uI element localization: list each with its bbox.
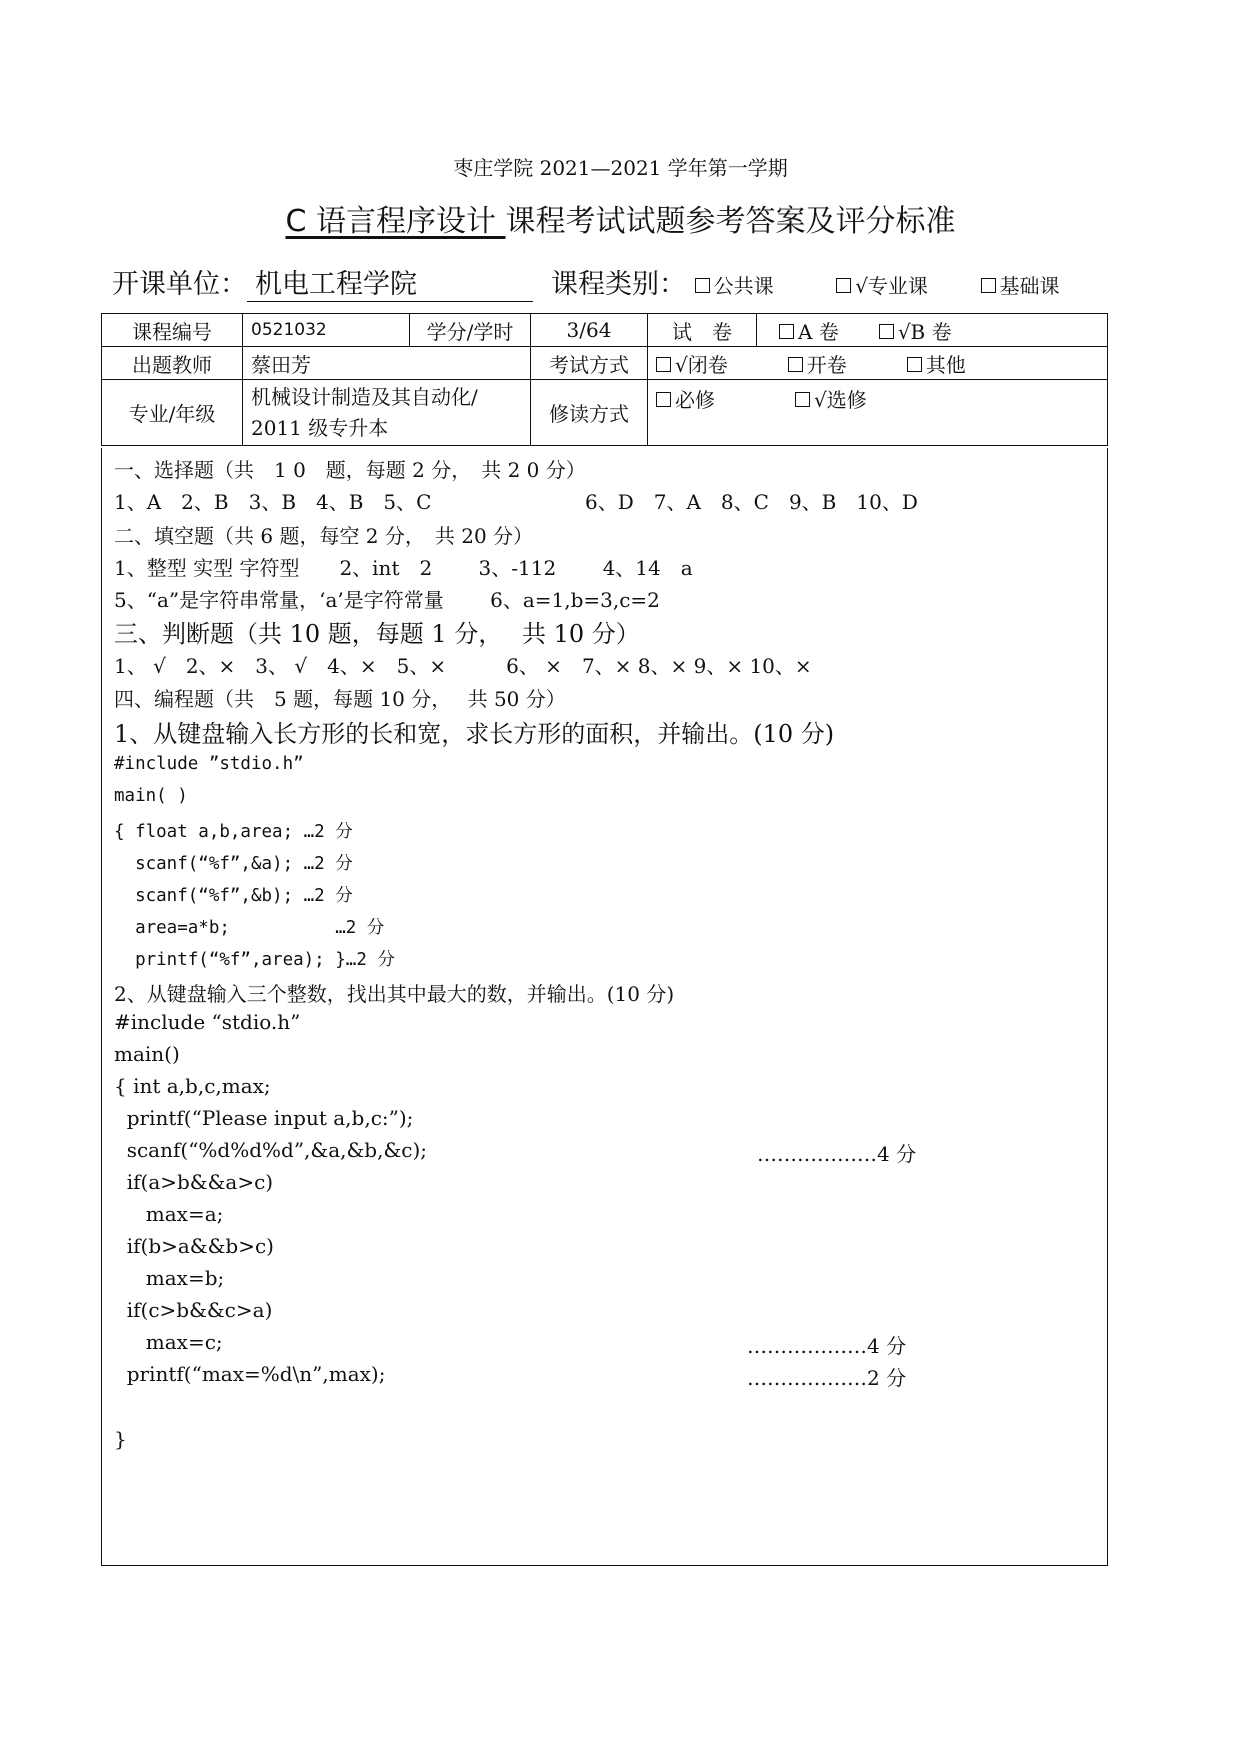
q2-points: ………………2 分 (747, 1366, 907, 1390)
q1-code-line: { float a,b,area; …2 分 (114, 822, 353, 842)
section2-line2: 5、“a”是字符串常量，‘a’是字符常量 6、a=1,b=3,c=2 (114, 588, 660, 612)
table-row (102, 314, 1108, 347)
page-title (0, 196, 1241, 240)
q2-code-line: if(b>a&&b>c) (114, 1234, 274, 1258)
category-major: √专业课 (836, 274, 928, 298)
q2-code-line: max=a; (114, 1202, 224, 1226)
checkbox-icon (695, 278, 710, 293)
section1-title: 一、选择题（共 1 0 题，每题 2 分， 共 2 0 分） (114, 458, 586, 482)
q2-points: ………………4 分 (747, 1334, 907, 1358)
q1-title: 1、从键盘输入长方形的长和宽，求长方形的面积，并输出。(10 分) (114, 720, 835, 748)
q2-code-line: printf(“Please input a,b,c:”); (114, 1106, 414, 1130)
q2-code-line: if(a>b&&a>c) (114, 1170, 274, 1194)
checkbox-icon (836, 278, 851, 293)
title-course: C 语言程序设计 (285, 204, 496, 239)
teacher-label: 出题教师 (102, 347, 243, 380)
q2-points: ………………4 分 (757, 1142, 917, 1166)
paper-options: A 卷 √B 卷 (757, 314, 1108, 347)
q1-code-line: main( ) (114, 786, 188, 806)
q1-code-line: scanf(“%f”,&a); …2 分 (114, 854, 353, 874)
q2-code-line: #include “stdio.h” (114, 1010, 301, 1034)
table-row (102, 347, 1108, 380)
checkbox-icon (656, 392, 671, 407)
major-label: 专业/年级 (102, 380, 243, 446)
checkbox-icon (779, 324, 794, 339)
exam-mode-options: √闭卷 开卷 其他 (648, 347, 1108, 380)
unit-label: 开课单位： (112, 269, 247, 300)
title-underline-gap (496, 204, 506, 239)
checkbox-icon (788, 357, 803, 372)
q1-code-line: area=a*b; …2 分 (114, 918, 385, 938)
checkbox-icon (879, 324, 894, 339)
q2-code-line: max=b; (114, 1266, 225, 1290)
q2-code-line: } (114, 1427, 127, 1451)
study-mode-label: 修读方式 (531, 380, 648, 446)
q1-code-line: printf(“%f”,area); }…2 分 (114, 950, 395, 970)
q2-code-line: scanf(“%d%d%d”,&a,&b,&c); (114, 1138, 428, 1162)
exam-term: 枣庄学院 2021—2021 学年第一学期 (453, 156, 788, 180)
checkbox-icon (981, 278, 996, 293)
unit-value: 机电工程学院 (247, 262, 533, 302)
checkbox-icon (907, 357, 922, 372)
q2-title: 2、从键盘输入三个整数，找出其中最大的数，并输出。(10 分) (114, 982, 675, 1006)
credit-value: 3/64 (531, 314, 648, 347)
category-basic: 基础课 (981, 274, 1060, 298)
unit-row (112, 262, 1060, 302)
section1-answers-b: 6、D 7、A 8、C 9、B 10、D (585, 490, 918, 514)
section2-title: 二、填空题（共 6 题，每空 2 分， 共 20 分） (114, 524, 534, 548)
teacher-name: 蔡田芳 (243, 347, 531, 380)
q1-code-line: scanf(“%f”,&b); …2 分 (114, 886, 353, 906)
course-code: 0521032 (243, 314, 410, 347)
exam-mode-label: 考试方式 (531, 347, 648, 380)
table-row (102, 380, 1108, 446)
section3-title: 三、判断题（共 10 题，每题 1 分， 共 10 分） (114, 620, 640, 648)
section2-line1: 1、整型 实型 字符型 2、int 2 3、-112 4、14 a (114, 556, 693, 580)
q1-code-line: #include ”stdio.h” (114, 754, 304, 774)
course-info-table (101, 313, 1108, 446)
checkbox-icon (656, 357, 671, 372)
category-public: 公共课 (695, 274, 774, 298)
answer-section (101, 448, 1108, 1566)
section4-title: 四、编程题（共 5 题，每题 10 分， 共 50 分） (114, 687, 566, 711)
category-label: 课程类别： (551, 269, 686, 300)
q2-code-line: { int a,b,c,max; (114, 1074, 271, 1098)
title-rest: 课程考试试题参考答案及评分标准 (505, 204, 956, 239)
paper-label: 试 卷 (648, 314, 757, 347)
q2-code-line: if(c>b&&c>a) (114, 1298, 273, 1322)
study-mode-options: 必修 √选修 (648, 380, 1108, 446)
section3-answers: 1、 √ 2、× 3、 √ 4、× 5、× 6、 × 7、× 8、× 9、× 10、× (114, 654, 812, 678)
q2-code-line: printf(“max=%d\n”,max); (114, 1362, 386, 1386)
checkbox-icon (795, 392, 810, 407)
q2-code-line: max=c; (114, 1330, 223, 1354)
q2-code-line: main() (114, 1042, 180, 1066)
course-code-label: 课程编号 (102, 314, 243, 347)
credit-label: 学分/学时 (410, 314, 531, 347)
major-value: 机械设计制造及其自动化/ 2011 级专升本 (243, 380, 531, 446)
section1-answers-a: 1、A 2、B 3、B 4、B 5、C (114, 490, 432, 514)
